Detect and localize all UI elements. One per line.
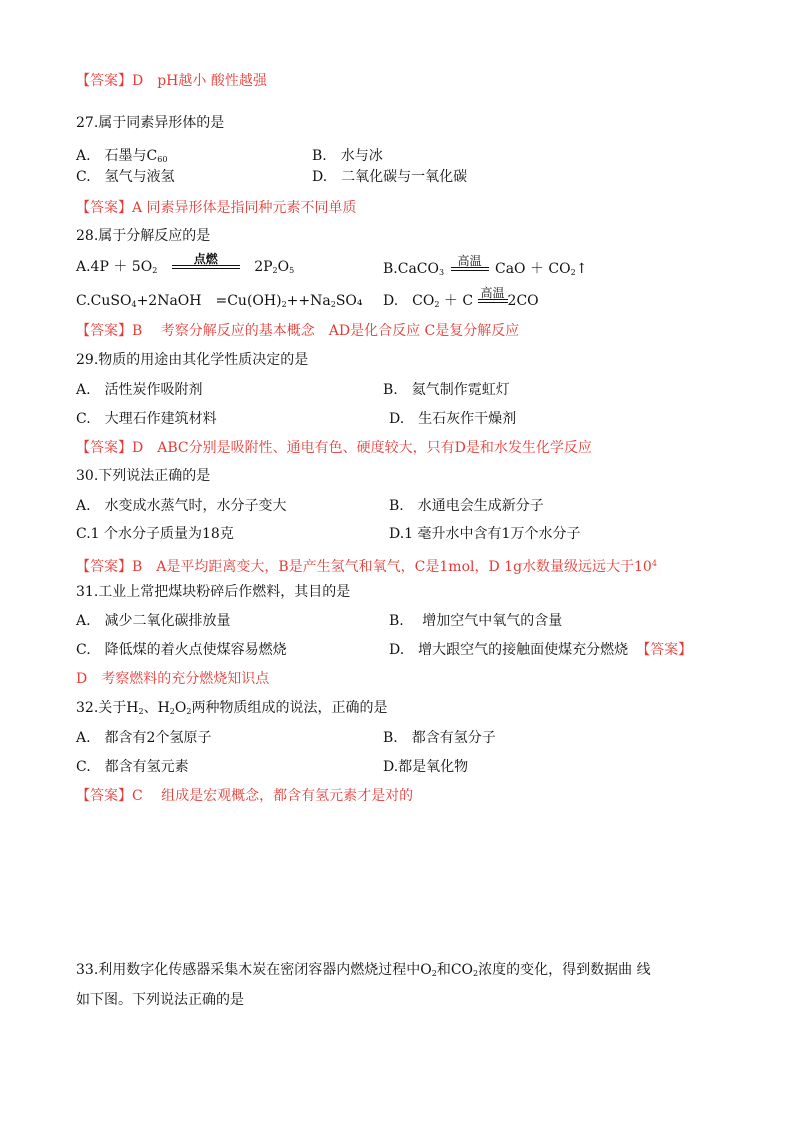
- q28-c-sub2: 2: [281, 300, 287, 309]
- q27-answer: 【答案】A 同素异形体是指同种元素不同单质: [76, 200, 357, 216]
- q28-c-sub3: 2: [330, 300, 336, 309]
- q28-a-sub: 2: [152, 266, 158, 275]
- q32-option-a: A. 都含有2个氢原子: [76, 730, 212, 746]
- q27-option-a-text: A. 石墨与C: [76, 148, 158, 164]
- q28-a-sub2: 2: [272, 266, 278, 275]
- q28-c-text1: C.CuSO: [76, 293, 132, 309]
- q28-option-d: [383, 286, 539, 314]
- q32-stem-text4: 两种物质组成的说法，正确的是: [191, 700, 388, 716]
- q28-c-text2: +2NaOH =Cu(OH): [136, 293, 282, 309]
- q29-option-a: A. 活性炭作吸附剂: [76, 382, 203, 398]
- q31-answer-head: 【答案】: [636, 642, 693, 658]
- q29-option-c: C. 大理石作建筑材料: [76, 411, 217, 427]
- q28-d-text2: ＋ C: [439, 293, 474, 309]
- q32-stem: [76, 699, 387, 721]
- q30-answer-sup: 4: [651, 559, 657, 568]
- q31-option-c: C. 降低煤的着火点使煤容易燃烧: [76, 642, 287, 658]
- q28-d-sub1: 2: [434, 300, 440, 309]
- q29-option-d: D. 生石灰作干燥剂: [389, 411, 517, 427]
- q32-option-d: D.都是氧化物: [383, 759, 469, 775]
- q33-text2: 和CO: [436, 962, 474, 978]
- q32-stem-text3: O: [174, 700, 187, 716]
- q32-stem-sub1: 2: [138, 707, 144, 716]
- q28-a-product2: O: [277, 259, 290, 275]
- q32-stem-text1: 32.关于H: [76, 700, 139, 716]
- q30-option-b: B. 水通电会生成新分子: [389, 498, 544, 514]
- q30-answer-text: 【答案】B A是平均距离变大，B是产生氢气和氧气，C是1mol，D 1g水数量级远远大于10: [76, 559, 652, 575]
- q30-stem: 30.下列说法正确的是: [76, 468, 211, 484]
- q27-option-a-sub: 60: [157, 155, 168, 164]
- q32-stem-text2: 、H: [143, 700, 170, 716]
- q31-option-d: [389, 641, 692, 659]
- q28-option-c: [76, 292, 363, 314]
- q29-option-b: B. 氦气制作霓虹灯: [383, 382, 510, 398]
- q30-option-c: C.1 个水分子质量为18克: [76, 526, 234, 542]
- q28-d-reaction-arrow: [478, 287, 508, 303]
- q33-sub2: 2: [473, 969, 479, 978]
- q27-option-d: D. 二氧化碳与一氧化碳: [312, 169, 468, 185]
- q28-c-text3: ++Na: [286, 293, 331, 309]
- q33-stem-line1: [76, 961, 651, 983]
- q28-c-text4: SO₄: [335, 293, 363, 309]
- q31-option-b: B. 增加空气中氧气的含量: [389, 613, 563, 629]
- q28-b-sub: 3: [439, 268, 445, 277]
- q32-stem-sub2: 2: [169, 707, 175, 716]
- q31-stem: 31.工业上常把煤块粉碎后作燃料，其目的是: [76, 584, 351, 600]
- q31-option-a: A. 减少二氧化碳排放量: [76, 613, 231, 629]
- q28-a-reactants: A.4P ＋ 5O: [76, 259, 153, 275]
- q30-answer: [76, 555, 657, 576]
- q30-option-d: D.1 毫升水中含有1万个水分子: [389, 526, 581, 542]
- q31-answer: D 考察燃料的充分燃烧知识点: [76, 671, 270, 687]
- q30-option-a: A. 水变成水蒸气时，水分子变大: [76, 498, 287, 514]
- q32-stem-sub3: 2: [186, 707, 192, 716]
- q28-b-label: B.: [383, 261, 398, 277]
- q27-stem: 27.属于同素异形体的是: [76, 115, 225, 131]
- q32-answer: 【答案】C 组成是宏观概念，都含有氢元素才是对的: [76, 788, 414, 804]
- q33-text1: 33.利用数字化传感器采集木炭在密闭容器内燃烧过程中O: [76, 962, 432, 978]
- q31-option-d-text: D. 增大跟空气的接触面使煤充分燃烧: [389, 642, 629, 658]
- q28-b-gas-arrow: ↑: [575, 261, 588, 277]
- q33-text3: 浓度的变化，得到数据曲 线: [478, 962, 651, 978]
- q27-option-a: [76, 147, 167, 169]
- q32-option-c: C. 都含有氢元素: [76, 759, 189, 775]
- q33-stem-line2: 如下图。下列说法正确的是: [76, 992, 244, 1008]
- q28-d-condition: 高温: [480, 286, 505, 300]
- q28-b-products: CaO ＋ CO: [495, 261, 571, 277]
- q28-b-reactant: CaCO: [397, 261, 439, 277]
- q28-c-sub1: 4: [131, 300, 137, 309]
- q28-b-condition: 高温: [457, 254, 482, 268]
- q28-answer: 【答案】B 考察分解反应的基本概念 AD是化合反应 C是复分解反应: [76, 323, 520, 339]
- q28-b-reaction-arrow: [451, 255, 489, 271]
- q26-answer: 【答案】D pH越小 酸性越强: [76, 73, 267, 89]
- q29-stem: 29.物质的用途由其化学性质决定的是: [76, 352, 309, 368]
- q33-sub1: 2: [431, 969, 437, 978]
- q28-option-b: [383, 254, 588, 282]
- q27-option-c: C. 氢气与液氢: [76, 169, 175, 185]
- q28-a-product: 2P: [254, 259, 273, 275]
- q27-option-b: B. 水与冰: [312, 148, 383, 164]
- q28-d-text1: D. CO: [383, 293, 435, 309]
- q32-option-b: B. 都含有氢分子: [383, 730, 496, 746]
- q28-option-a: [76, 252, 295, 280]
- q28-stem: 28.属于分解反应的是: [76, 228, 211, 244]
- q28-a-condition: 点燃: [193, 252, 218, 266]
- q29-answer: 【答案】D ABC分别是吸附性、通电有色、硬度较大，只有D是和水发生化学反应: [76, 440, 592, 456]
- q28-a-sub3: 5: [289, 266, 295, 275]
- q28-a-reaction-arrow: [172, 253, 240, 269]
- q28-d-product: 2CO: [507, 293, 539, 309]
- q28-b-sub2: 2: [570, 268, 576, 277]
